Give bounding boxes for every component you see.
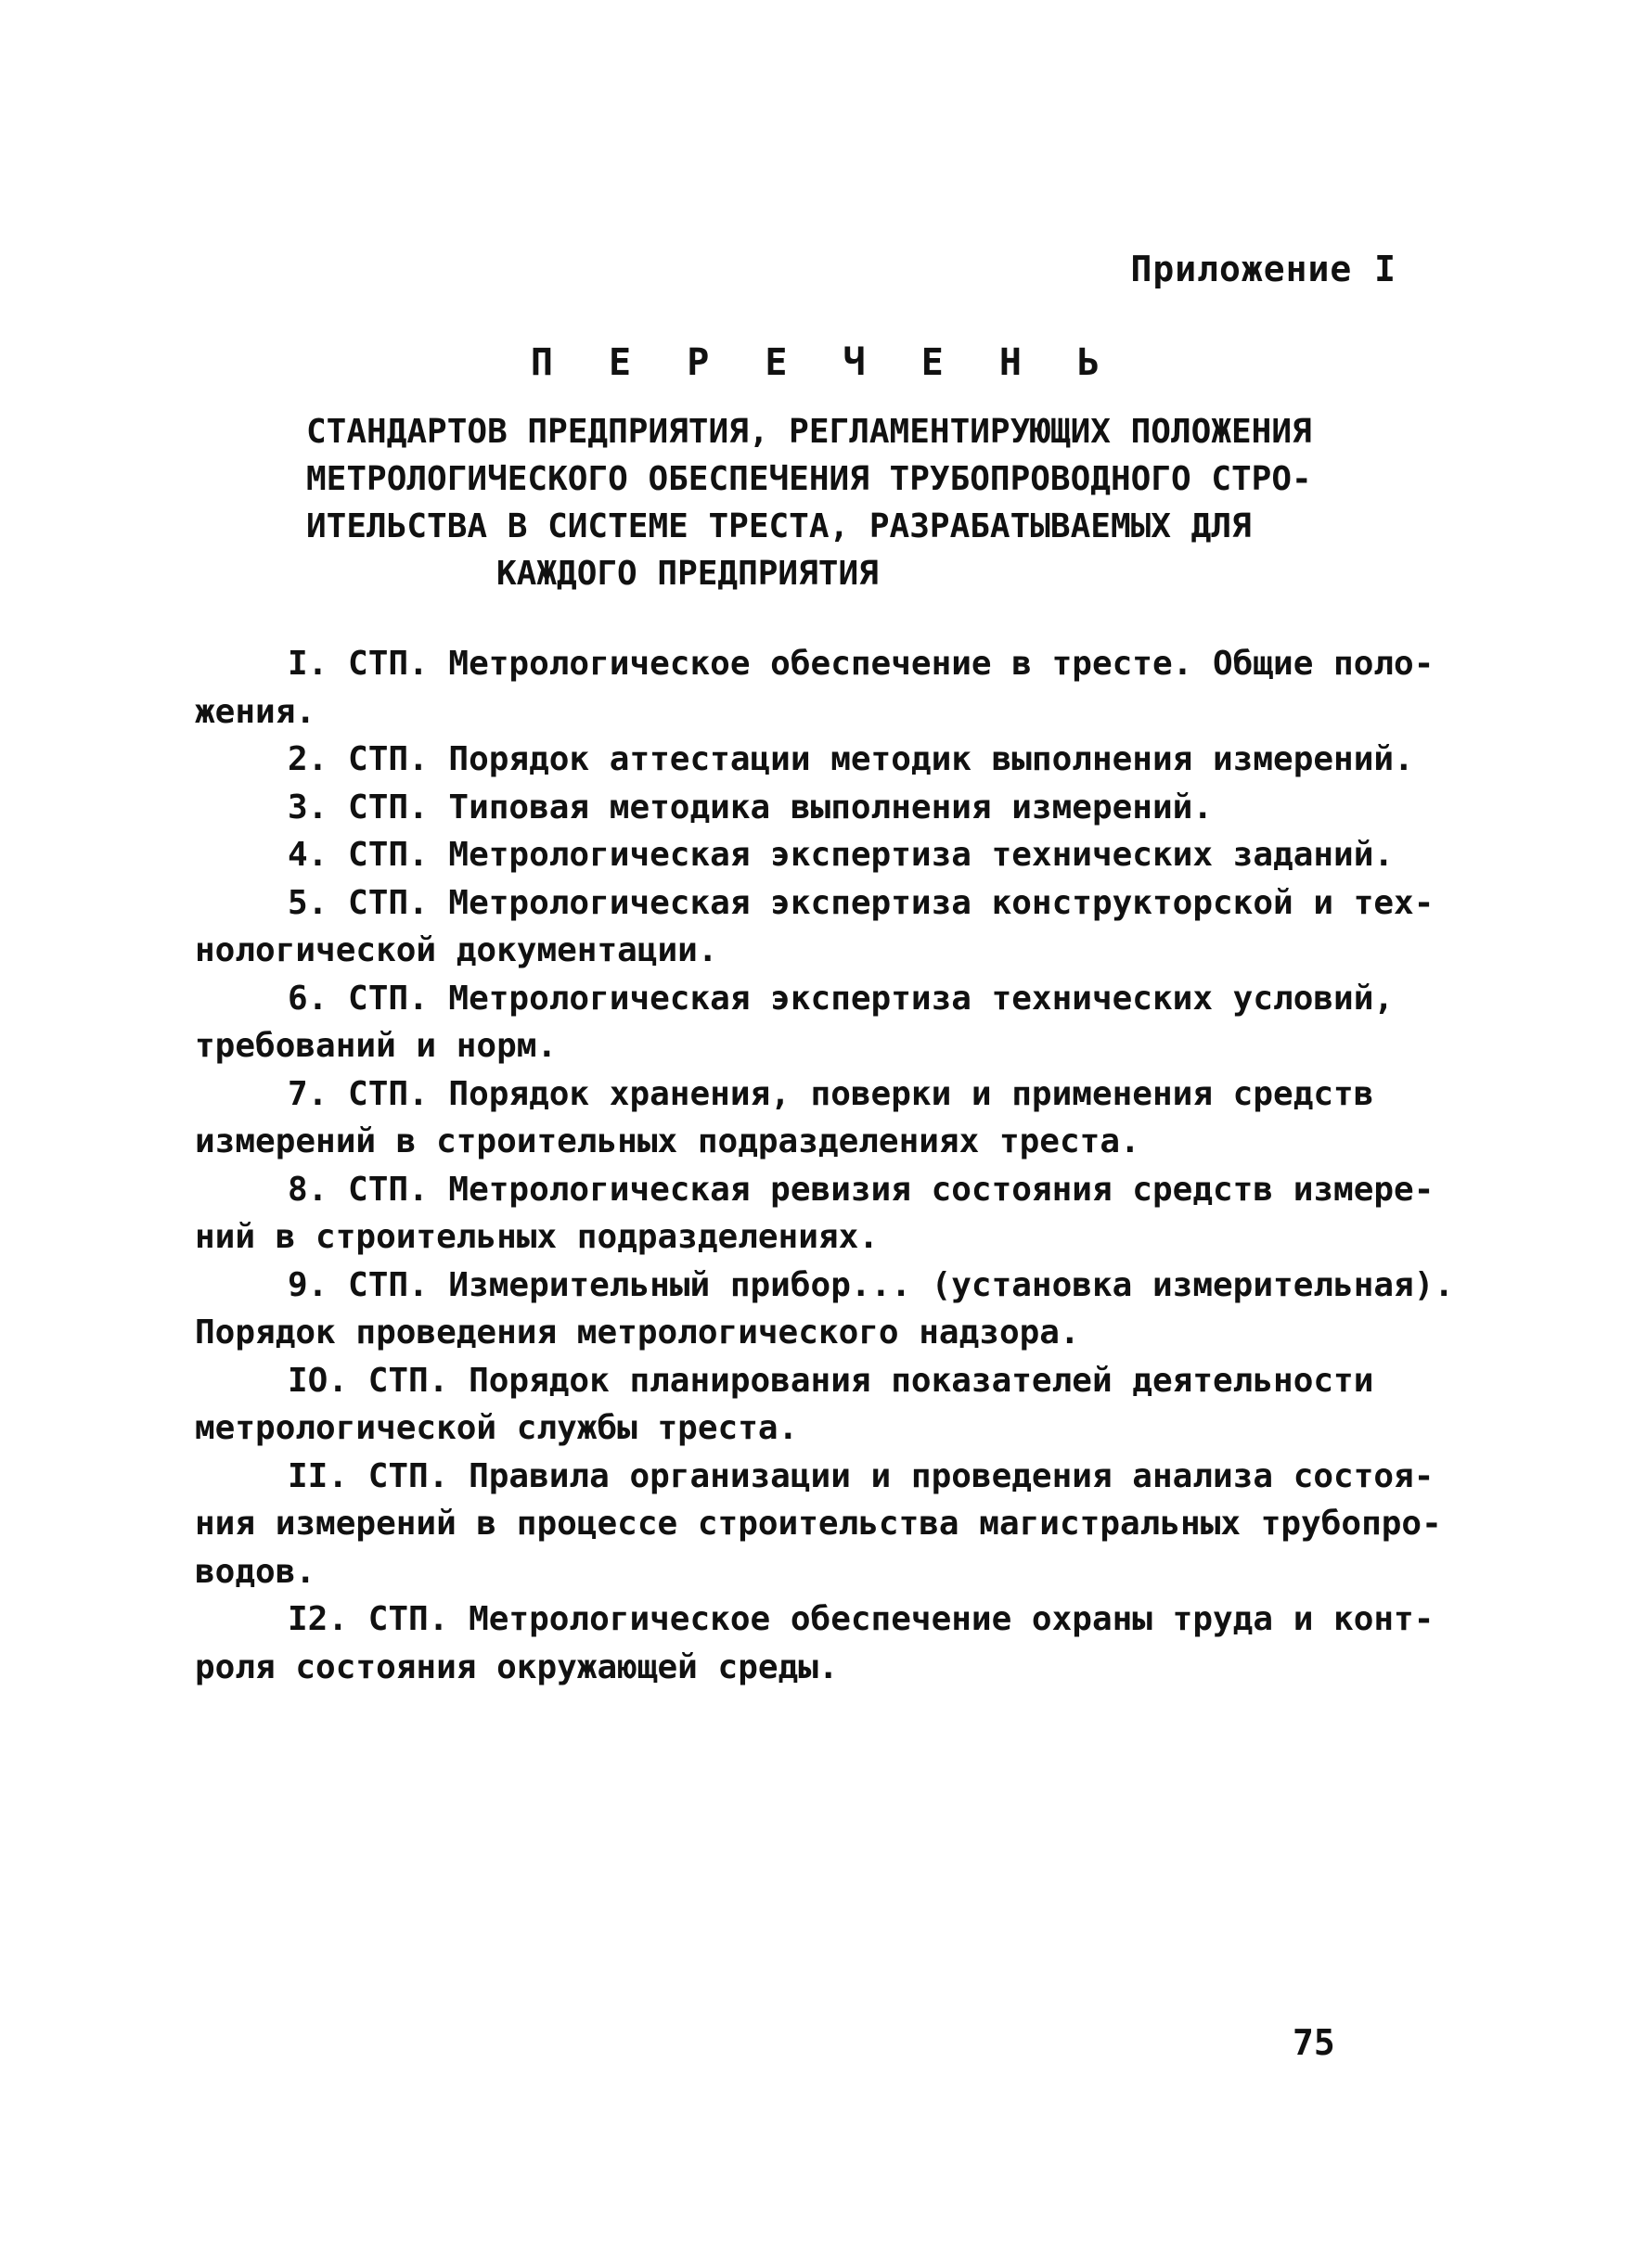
list-item bbox=[195, 1262, 1455, 1357]
list-item-line: Порядок проведения метрологического надзора. bbox=[195, 1313, 1080, 1352]
list-item-line: 4. СТП. Метрологическая экспертиза технических заданий. bbox=[288, 836, 1395, 874]
list-item-line: ний в строительных подразделениях. bbox=[195, 1218, 879, 1256]
list-item bbox=[195, 784, 1392, 832]
list-item-line: I2. СТП. Метрологическое обеспечение охраны труда и конт- bbox=[288, 1600, 1435, 1638]
list-item-line: измерений в строительных подразделениях треста. bbox=[195, 1122, 1140, 1160]
subtitle-line: МЕТРОЛОГИЧЕСКОГО ОБЕСПЕЧЕНИЯ ТРУБОПРОВОДНОГО СТРО- bbox=[306, 460, 1312, 498]
list-item-line: IO. СТП. Порядок планирования показателей деятельности bbox=[288, 1361, 1374, 1400]
list-item-line: роля состояния окружающей среды. bbox=[195, 1647, 839, 1686]
list-item-line: 3. СТП. Типовая методика выполнения измерений. bbox=[288, 788, 1213, 826]
document-subtitle bbox=[306, 408, 1327, 597]
list-item bbox=[195, 831, 1395, 879]
list-item bbox=[195, 640, 1435, 736]
list-item-line: ния измерений в процессе строительства магистральных трубопро- bbox=[195, 1505, 1442, 1543]
subtitle-line: СТАНДАРТОВ ПРЕДПРИЯТИЯ, РЕГЛАМЕНТИРУЮЩИХ ПОЛОЖЕНИЯ bbox=[306, 413, 1312, 451]
list-item bbox=[195, 1453, 1442, 1596]
list-item-line: 8. СТП. Метрологическая ревизия состояния средств измере- bbox=[288, 1170, 1435, 1209]
subtitle-line: КАЖДОГО ПРЕДПРИЯТИЯ bbox=[496, 555, 879, 593]
list-item-line: 2. СТП. Порядок аттестации методик выполнения измерений. bbox=[288, 740, 1414, 778]
list-item-line: метрологической службы треста. bbox=[195, 1409, 799, 1447]
list-item bbox=[195, 1357, 1392, 1453]
list-item bbox=[195, 736, 1414, 784]
standards-list bbox=[195, 640, 1455, 1691]
list-item-line: нологической документации. bbox=[195, 931, 718, 969]
list-item-line: I. СТП. Метрологическое обеспечение в тресте. Общие поло- bbox=[288, 645, 1435, 683]
list-item-line: 9. СТП. Измерительный прибор... (установка измерительная). bbox=[288, 1265, 1455, 1304]
list-item bbox=[195, 879, 1435, 975]
appendix-label: Приложение I bbox=[1130, 249, 1396, 289]
list-item bbox=[195, 1166, 1435, 1262]
list-item bbox=[195, 975, 1395, 1070]
list-item-line: 7. СТП. Порядок хранения, поверки и применения средств bbox=[288, 1074, 1374, 1113]
list-item-line: водов. bbox=[195, 1552, 316, 1591]
list-item-line: II. СТП. Правила организации и проведения анализа состоя- bbox=[288, 1456, 1435, 1495]
list-item-line: 6. СТП. Метрологическая экспертиза технических условий, bbox=[288, 979, 1395, 1018]
page-number: 75 bbox=[1293, 2022, 1335, 2063]
list-item bbox=[195, 1595, 1435, 1691]
list-item-line: жения. bbox=[195, 692, 316, 731]
document-title: П Е Р Е Ч Е Н Ь bbox=[530, 341, 1117, 384]
list-item-line: требований и норм. bbox=[195, 1027, 558, 1065]
list-item-line: 5. СТП. Метрологическая экспертиза конструкторской и тех- bbox=[288, 883, 1435, 922]
list-item bbox=[195, 1070, 1392, 1166]
subtitle-line: ИТЕЛЬСТВА В СИСТЕМЕ ТРЕСТА, РАЗРАБАТЫВАЕМЫХ ДЛЯ bbox=[306, 507, 1252, 545]
